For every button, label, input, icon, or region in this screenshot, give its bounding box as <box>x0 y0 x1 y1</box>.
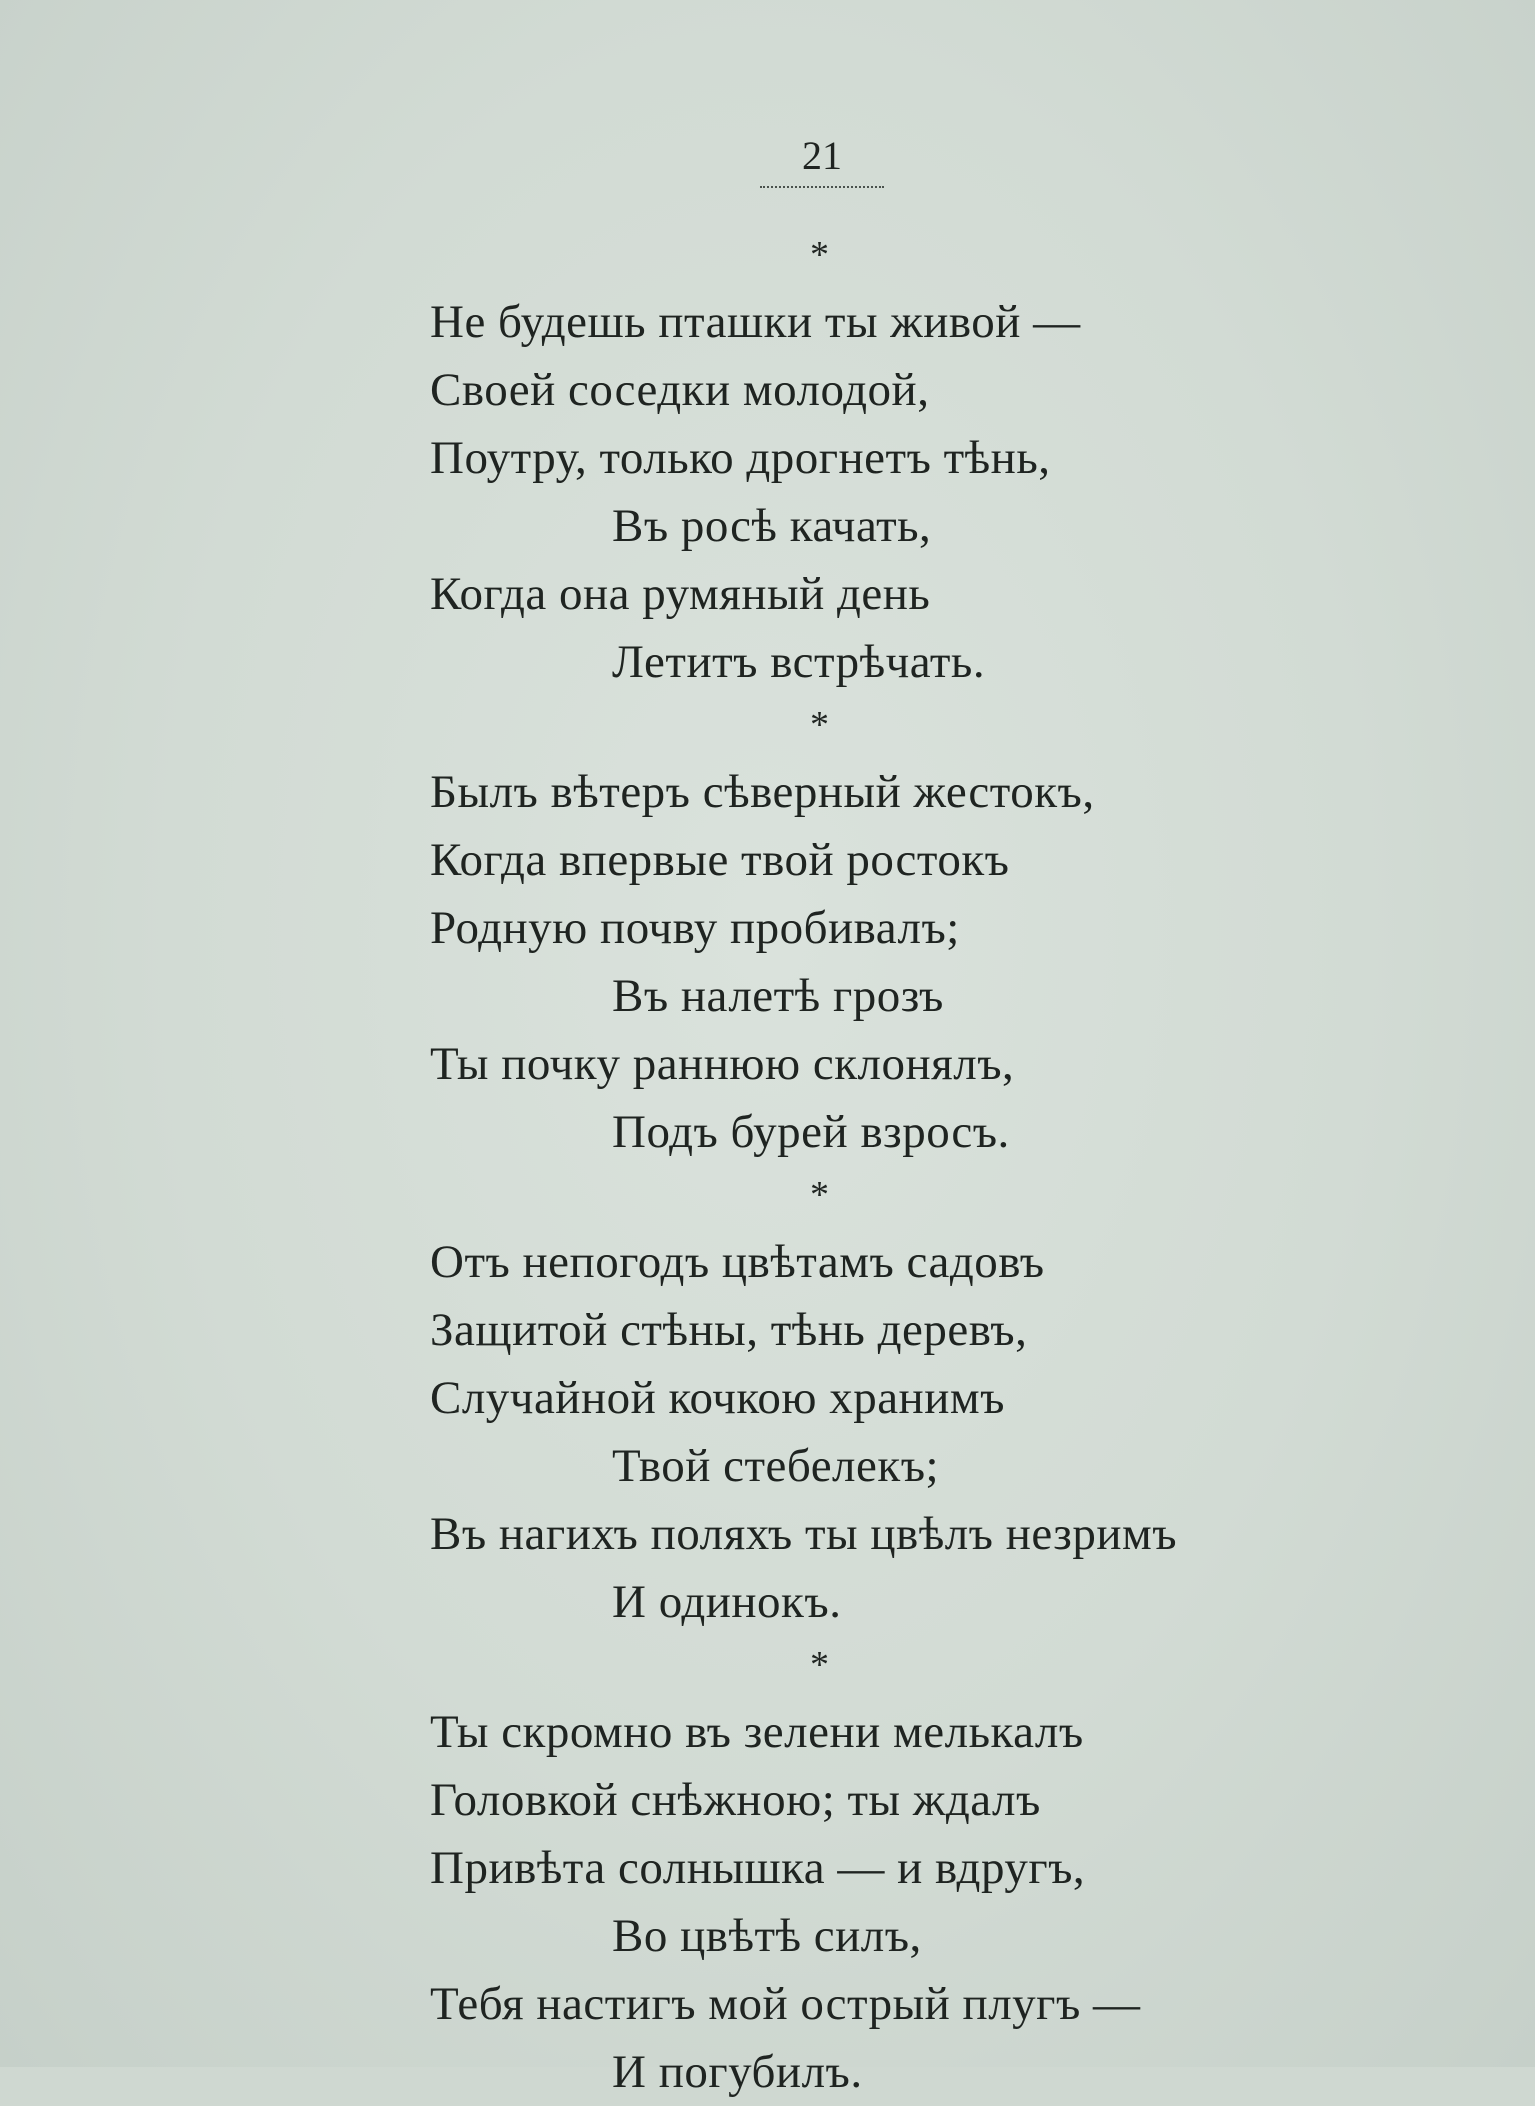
poem-line-indented: Во цвѣтѣ силъ, <box>612 1910 922 1962</box>
poem-line-indented: Подъ бурей взросъ. <box>612 1106 1010 1158</box>
poem-line: Ты почку раннюю склонялъ, <box>430 1038 1015 1090</box>
poem-line-indented: И одинокъ. <box>612 1576 842 1628</box>
poem-line: Поутру, только дрогнетъ тѣнь, <box>430 432 1051 484</box>
stanza-asterisk: * <box>810 1174 829 1216</box>
stanza-4 <box>430 1632 1330 2102</box>
stanza-asterisk: * <box>810 234 829 276</box>
poem-line-indented: Твой стебелекъ; <box>612 1440 940 1492</box>
poem-line: Отъ непогодъ цвѣтамъ садовъ <box>430 1236 1045 1288</box>
stanza-2 <box>430 692 1330 1162</box>
poem <box>430 222 1330 2102</box>
stanza-asterisk: * <box>810 704 829 746</box>
poem-line-indented: Въ росѣ качать, <box>612 500 932 552</box>
stanza-1 <box>430 222 1330 692</box>
poem-line-indented: Летитъ встрѣчать. <box>612 636 986 688</box>
poem-line: Былъ вѣтеръ сѣверный жестокъ, <box>430 766 1095 818</box>
page-number-rule <box>760 186 884 188</box>
poem-line: Въ нагихъ поляхъ ты цвѣлъ незримъ <box>430 1508 1178 1560</box>
poem-line: Родную почву пробивалъ; <box>430 902 960 954</box>
poem-line: Головкой снѣжною; ты ждалъ <box>430 1774 1041 1826</box>
poem-line-indented: Въ налетѣ грозъ <box>612 970 944 1022</box>
poem-line: Тебя настигъ мой острый плугъ — <box>430 1978 1141 2030</box>
poem-line: Своей соседки молодой, <box>430 364 930 416</box>
stanza-asterisk: * <box>810 1644 829 1686</box>
poem-line: Привѣта солнышка — и вдругъ, <box>430 1842 1086 1894</box>
poem-line: Когда впервые твой ростокъ <box>430 834 1010 886</box>
poem-line: Не будешь пташки ты живой — <box>430 296 1081 348</box>
page-number: 21 <box>802 133 842 178</box>
poem-line: Когда она румяный день <box>430 568 931 620</box>
stanza-3 <box>430 1162 1330 1632</box>
poem-line: Случайной кочкою хранимъ <box>430 1372 1005 1424</box>
poem-line: Ты скромно въ зелени мелькалъ <box>430 1706 1084 1758</box>
poem-line: Защитой стѣны, тѣнь деревъ, <box>430 1304 1028 1356</box>
poem-line-indented: И погубилъ. <box>612 2046 863 2098</box>
